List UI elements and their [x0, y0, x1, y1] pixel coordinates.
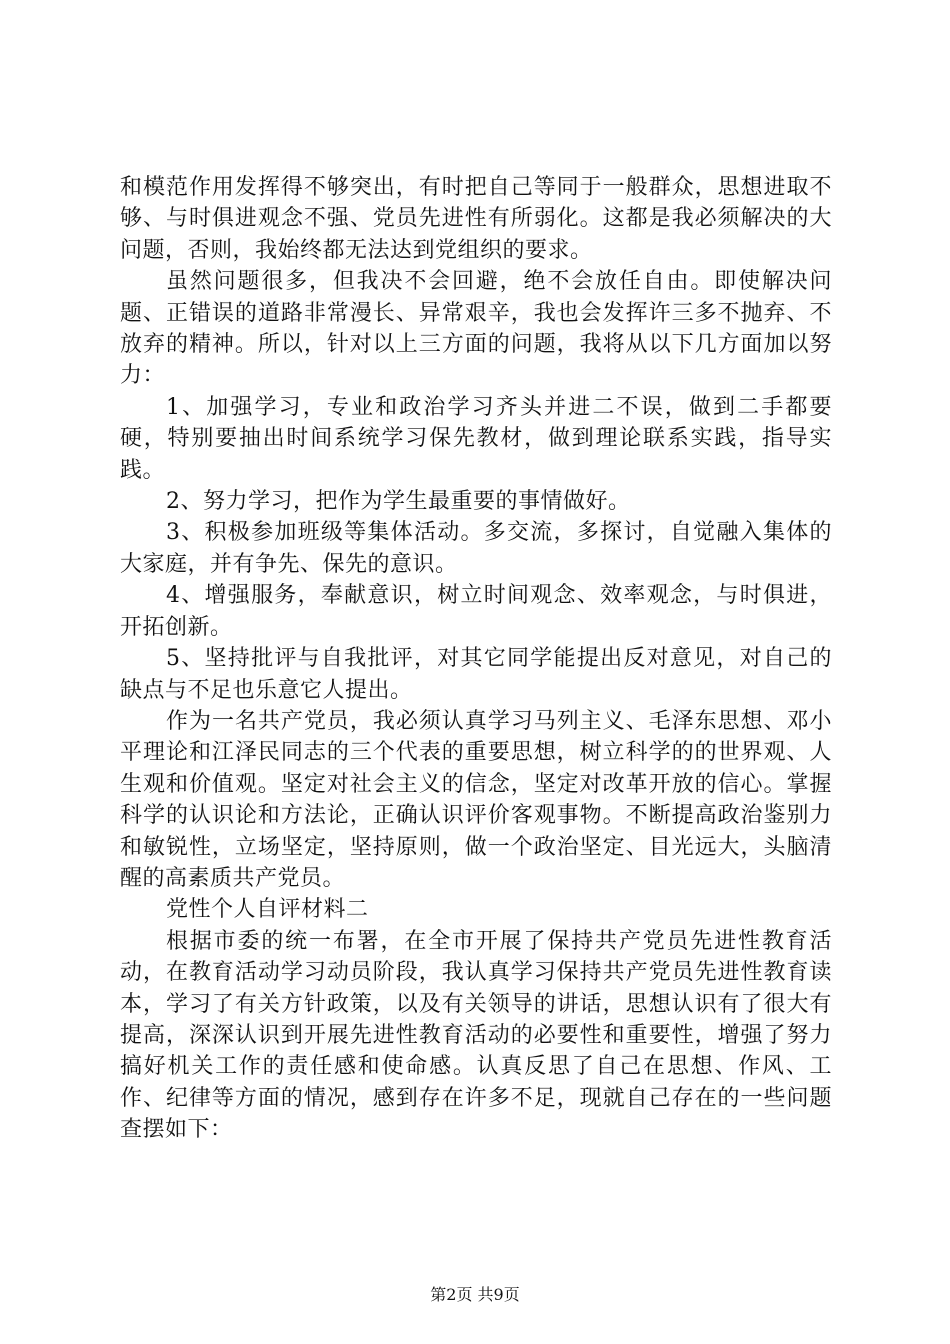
document-body	[120, 172, 832, 1146]
paragraph: 和模范作用发挥得不够突出，有时把自己等同于一般群众，思想进取不够、与时俱进观念不强、党员先进性有所弱化。这都是我必须解决的大问题，否则，我始终都无法达到党组织的要求。	[120, 175, 832, 263]
list-item: 2、努力学习，把作为学生最重要的事情做好。	[166, 489, 631, 515]
paragraph: 根据市委的统一布署，在全市开展了保持共产党员先进性教育活动，在教育活动学习动员阶段，我认真学习保持共产党员先进性教育读本，学习了有关方针政策，以及有关领导的讲话，思想认识有了很大有提高，深深认识到开展先进性教育活动的必要性和重要性，增强了努力搞好机关工作的责任感和使命感。认真反思了自己在思想、作风、工作、纪律等方面的情况，感到存在许多不足，现就自己存在的一些问题查摆如下：	[120, 928, 832, 1143]
list-item: 1、加强学习，专业和政治学习齐头并进二不误，做到二手都要硬，特别要抽出时间系统学习保先教材，做到理论联系实践，指导实践。	[120, 394, 832, 483]
list-item: 3、积极参加班级等集体活动。多交流，多探讨，自觉融入集体的大家庭，并有争先、保先的意识。	[120, 520, 832, 577]
list-item: 4、增强服务，奉献意识，树立时间观念、效率观念，与时俱进，开拓创新。	[120, 583, 832, 640]
paragraph: 虽然问题很多，但我决不会回避，绝不会放任自由。即使解决问题、正错误的道路非常漫长、异常艰辛，我也会发挥许三多不抛弃、不放弃的精神。所以，针对以上三方面的问题，我将从以下几方面加以努力：	[120, 269, 832, 389]
section-heading: 党性个人自评材料二	[166, 897, 369, 923]
list-item: 5、坚持批评与自我批评，对其它同学能提出反对意见，对自己的缺点与不足也乐意它人提出。	[120, 646, 832, 703]
page-number-footer: 第2页 共9页	[430, 1285, 520, 1304]
paragraph: 作为一名共产党员，我必须认真学习马列主义、毛泽东思想、邓小平理论和江泽民同志的三个代表的重要思想，树立科学的的世界观、人生观和价值观。坚定对社会主义的信念，坚定对改革开放的信心。掌握科学的认识论和方法论，正确认识评价客观事物。不断提高政治鉴别力和敏锐性，立场坚定，坚持原则，做一个政治坚定、目光远大，头脑清醒的高素质共产党员。	[120, 708, 832, 891]
